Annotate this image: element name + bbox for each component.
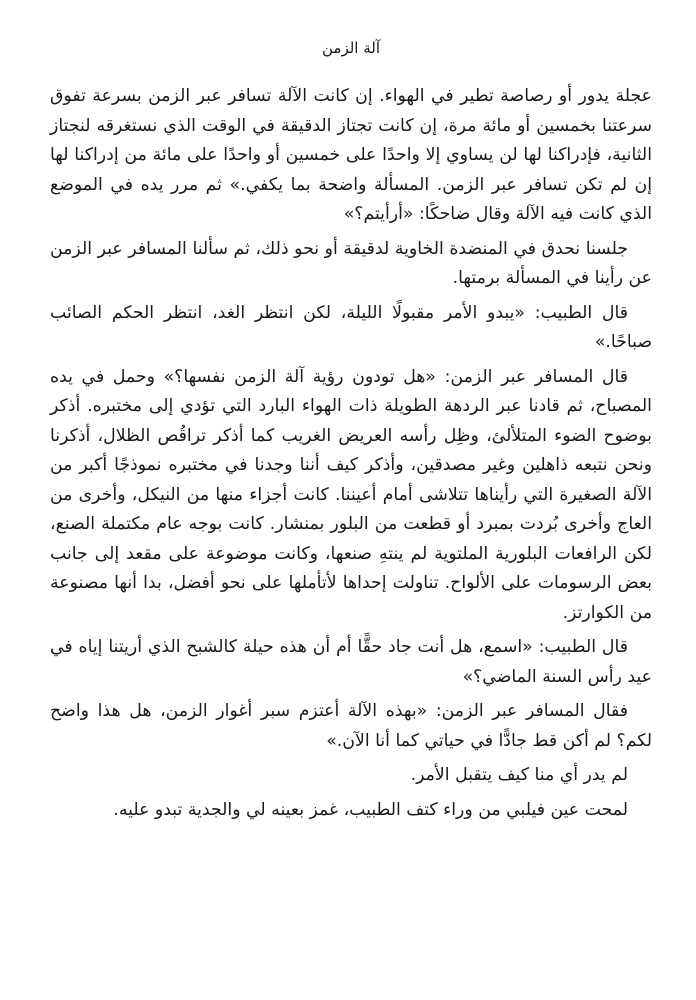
- paragraph: قال الطبيب: «يبدو الأمر مقبولًا الليلة، لكن انتظر الغد، انتظر الحكم الصائب صباحًا.»: [50, 302, 652, 352]
- paragraph: لمحت عين فيلبي من وراء كتف الطبيب، غمز بعينه لي والجدية تبدو عليه.: [113, 799, 628, 820]
- paragraph: فقال المسافر عبر الزمن: «بهذه الآلة أعتزم سبر أغوار الزمن، هل هذا واضح لكم؟ لم أكن قط جادًّا في حياتي كما أنا الآن.»: [50, 701, 652, 751]
- paragraph: جلسنا نحدق في المنضدة الخاوية لدقيقة أو نحو ذلك، ثم سألنا المسافر عبر الزمن عن رأينا في المسألة برمتها.: [50, 238, 652, 288]
- paragraph: لم يدر أي منا كيف يتقبل الأمر.: [410, 765, 628, 785]
- body-text: [50, 82, 652, 825]
- paragraph: قال الطبيب: «اسمع، هل أنت جاد حقًّا أم أن هذه حيلة كالشبح الذي أريتنا إياه في عيد رأس السنة الماضي؟»: [50, 637, 652, 687]
- paragraph: قال المسافر عبر الزمن: «هل تودون رؤية آلة الزمن نفسها؟» وحمل في يده المصباح، ثم قادنا عبر الردهة الطويلة ذات الهواء البارد التي تؤدي إلى مختبره. أذكر بوضوح الضوء المتلألئ، وظِل رأسه العريض الغريب كما أذكر تراقُص الظلال، أذكرنا ونحن نتبعه ذاهلين وغير مصدقين، وأذكر كيف أننا وجدنا في مختبره نموذجًا أكبر من الآلة الصغيرة التي رأيناها تتلاشى أمام أعيننا. كانت أجزاء منها من النيكل، وأخرى من العاج وأخرى بُردت بمبرد أو قطعت من البلور بمنشار. كانت بوجه عام مكتملة الصنع، لكن الرافعات البلورية الملتوية لم ينتهِ صنعها، وكانت موضوعة على مقعد إلى جانب بعض الرسومات على الألواح. تناولت إحداها لأتأملها على نحو أفضل، بدا أنها مصنوعة من الكوارتز.: [50, 366, 652, 623]
- running-header: آلة الزمن: [321, 39, 380, 57]
- paragraph: عجلة يدور أو رصاصة تطير في الهواء. إن كانت الآلة تسافر عبر الزمن بسرعة تفوق سرعتنا بخمسين أو مائة مرة، إن كانت تجتاز الدقيقة في الوقت الذي نستغرقه لنجتاز الثانية، فإدراكنا لها لن يساوي إلا واحدًا على خمسين أو واحدًا على مائة من إدراكنا لها إن لم تكن تسافر عبر الزمن. المسألة واضحة بما يكفي.» ثم مرر يده في الموضع الذي كانت فيه الآلة وقال ضاحكًا: «أرأيتم؟»: [50, 86, 652, 224]
